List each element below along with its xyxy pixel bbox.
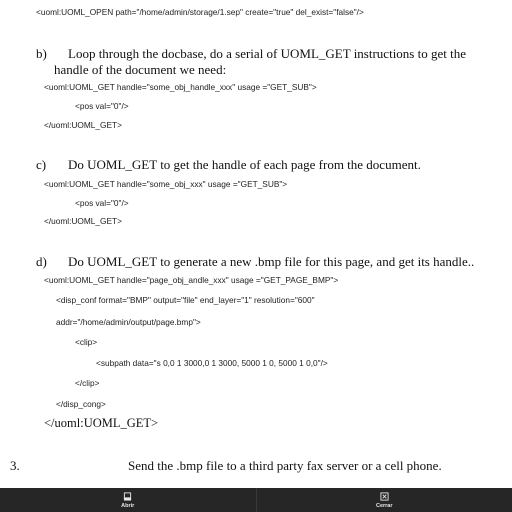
- section-d-code-line: <subpath data="s 0,0 1 3000,0 1 3000, 5000 1 0, 5000 1 0,0"/>: [96, 358, 328, 368]
- section-b-code-line: </uoml:UOML_GET>: [44, 120, 122, 130]
- section-b-heading: [36, 46, 466, 62]
- section-c-code-line: </uoml:UOML_GET>: [44, 216, 122, 226]
- close-button-label: Cerrar: [375, 502, 393, 509]
- section-b-code-line: <pos val="0"/>: [75, 101, 129, 111]
- open-button-label: Abrir: [121, 502, 135, 509]
- section-d-number: d): [36, 254, 47, 269]
- uoml-open-line: <uoml:UOML_OPEN path="/home/admin/storage/1.sep" create="true" del_exist="false"/>: [36, 7, 364, 17]
- section-d-code-line: <clip>: [75, 337, 98, 347]
- close-button[interactable]: [256, 488, 512, 512]
- section-b-number: b): [36, 46, 47, 61]
- step-3-text: Send the .bmp file to a third party fax server or a cell phone.: [128, 458, 442, 473]
- bottom-action-bar: [0, 488, 512, 512]
- section-d-code-line: addr="/home/admin/output/page.bmp">: [56, 317, 201, 327]
- open-file-icon: [123, 492, 132, 501]
- section-d-code-line: <disp_conf format="BMP" output="file" end_layer="1" resolution="600": [56, 295, 315, 305]
- section-b-text-line2: handle of the document we need:: [54, 62, 227, 77]
- section-c-number: c): [36, 157, 47, 172]
- step-3-number: 3.: [10, 458, 20, 473]
- close-box-icon: [380, 492, 389, 501]
- section-d-code-line: </clip>: [75, 378, 100, 388]
- section-c-code-line: <pos val="0"/>: [75, 198, 129, 208]
- section-d-text: Do UOML_GET to generate a new .bmp file for this page, and get its handle..: [68, 254, 475, 269]
- section-b-text-line1: Loop through the docbase, do a serial of UOML_GET instructions to get the: [68, 46, 466, 61]
- section-d-heading: [36, 254, 474, 270]
- open-button[interactable]: [0, 488, 256, 512]
- section-c-text: Do UOML_GET to get the handle of each page from the document.: [68, 157, 421, 172]
- section-c-code-line: <uoml:UOML_GET handle="some_obj_xxx" usage ="GET_SUB">: [44, 179, 288, 189]
- section-d-code-line: </disp_cong>: [56, 399, 106, 409]
- section-d-code-line: </uoml:UOML_GET>: [44, 416, 159, 430]
- section-b-code-line: <uoml:UOML_GET handle="some_obj_handle_xxx" usage ="GET_SUB">: [44, 82, 317, 92]
- section-c-heading: [36, 157, 421, 173]
- section-d-code-line: <uoml:UOML_GET handle="page_obj_andle_xxx" usage ="GET_PAGE_BMP">: [44, 275, 339, 285]
